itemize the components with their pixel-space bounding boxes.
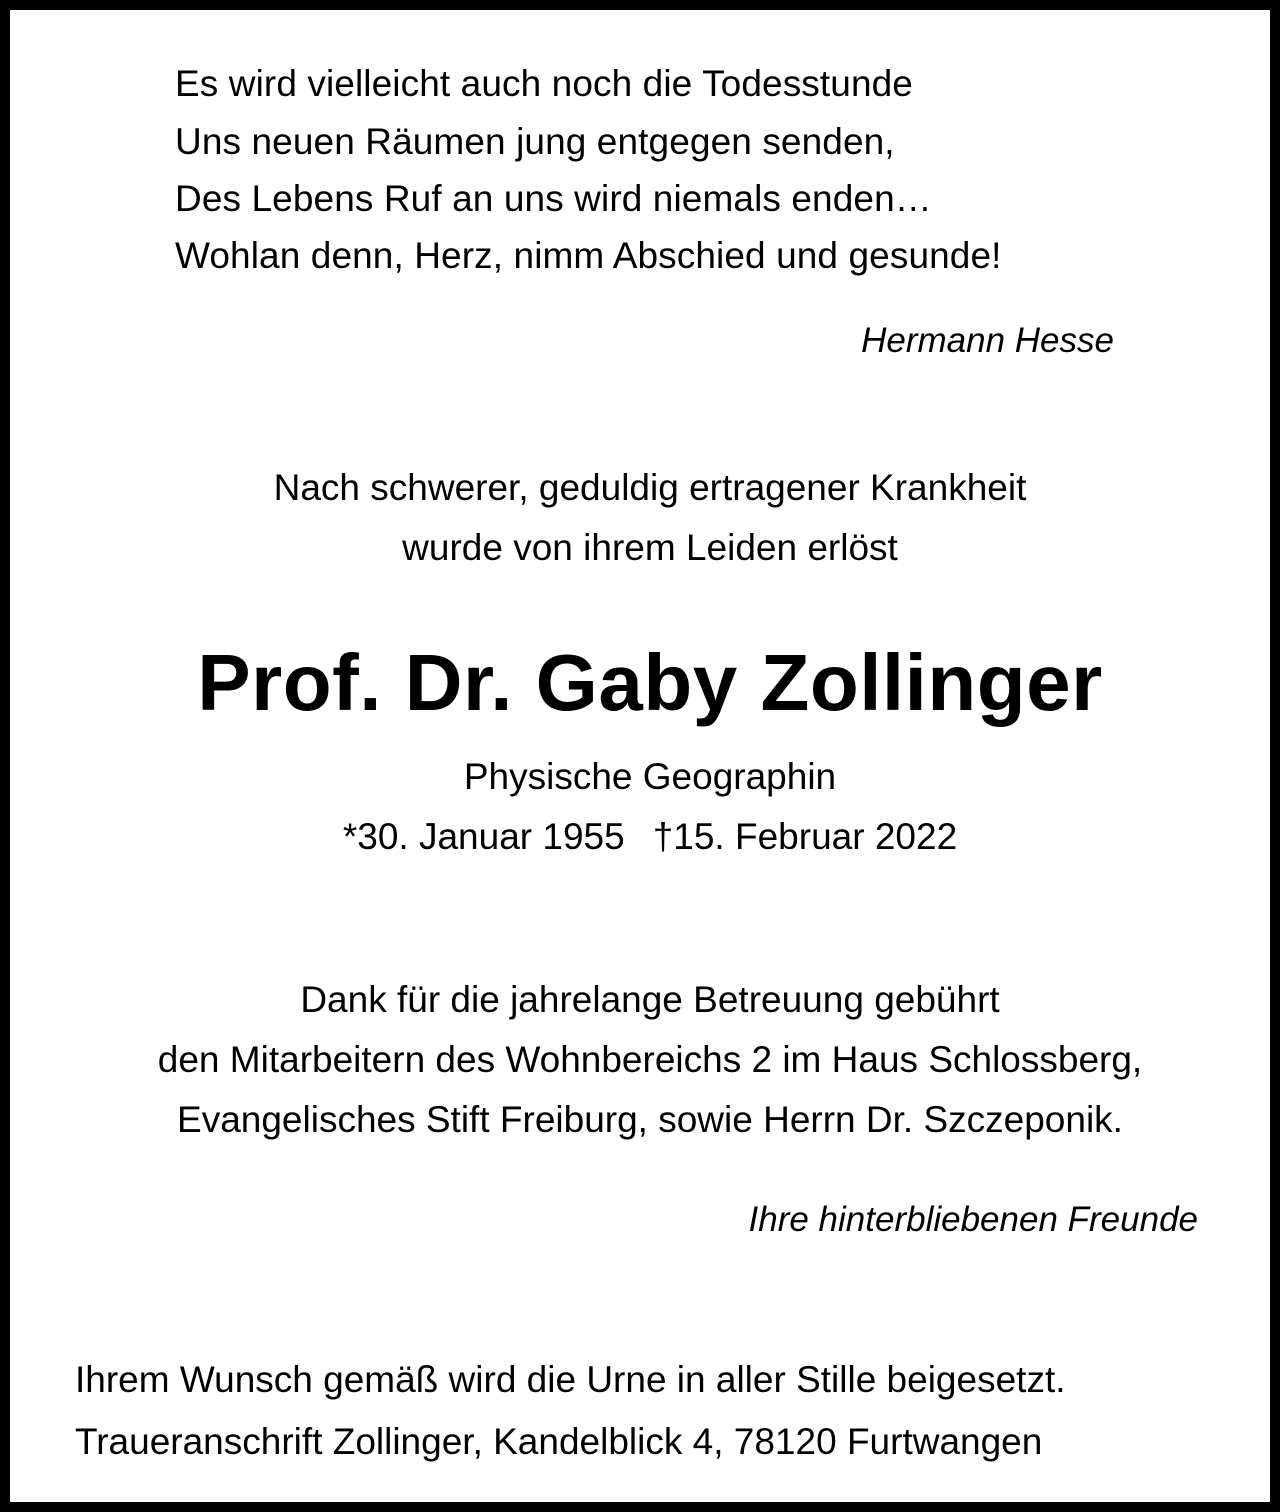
thanks-line-1: Dank für die jahrelange Betreuung gebührt bbox=[300, 979, 1000, 1020]
footer-line-2: Traueranschrift Zollinger, Kandelblick 4, 78120 Furtwangen bbox=[75, 1421, 1043, 1462]
poem-line-3: Des Lebens Ruf an uns wird niemals enden… bbox=[175, 178, 932, 219]
poem-line-4: Wohlan denn, Herz, nimm Abschied und gesunde! bbox=[175, 235, 1002, 276]
footer-line-1: Ihrem Wunsch gemäß wird die Urne in aller Stille beigesetzt. bbox=[75, 1359, 1066, 1400]
signature: Ihre hinterbliebenen Freunde bbox=[748, 1200, 1198, 1239]
poem-line-2: Uns neuen Räumen jung entgegen senden, bbox=[175, 121, 895, 162]
thanks-line-3: Evangelisches Stift Freiburg, sowie Herrn Dr. Szczeponik. bbox=[177, 1099, 1123, 1140]
intro-line-1: Nach schwerer, geduldig ertragener Krankheit bbox=[273, 467, 1027, 508]
intro-line-2: wurde von ihrem Leiden erlöst bbox=[402, 527, 898, 568]
death-date: †15. Februar 2022 bbox=[652, 816, 958, 857]
life-dates bbox=[10, 815, 1280, 859]
birth-date: *30. Januar 1955 bbox=[342, 816, 625, 857]
poem-author: Hermann Hesse bbox=[861, 321, 1114, 360]
thanks-line-2: den Mitarbeitern des Wohnbereichs 2 im Haus Schlossberg, bbox=[157, 1039, 1143, 1080]
deceased-name: Prof. Dr. Gaby Zollinger bbox=[197, 638, 1103, 727]
deceased-profession: Physische Geographin bbox=[463, 756, 837, 797]
poem-line-1: Es wird vielleicht auch noch die Todesstunde bbox=[175, 63, 913, 104]
